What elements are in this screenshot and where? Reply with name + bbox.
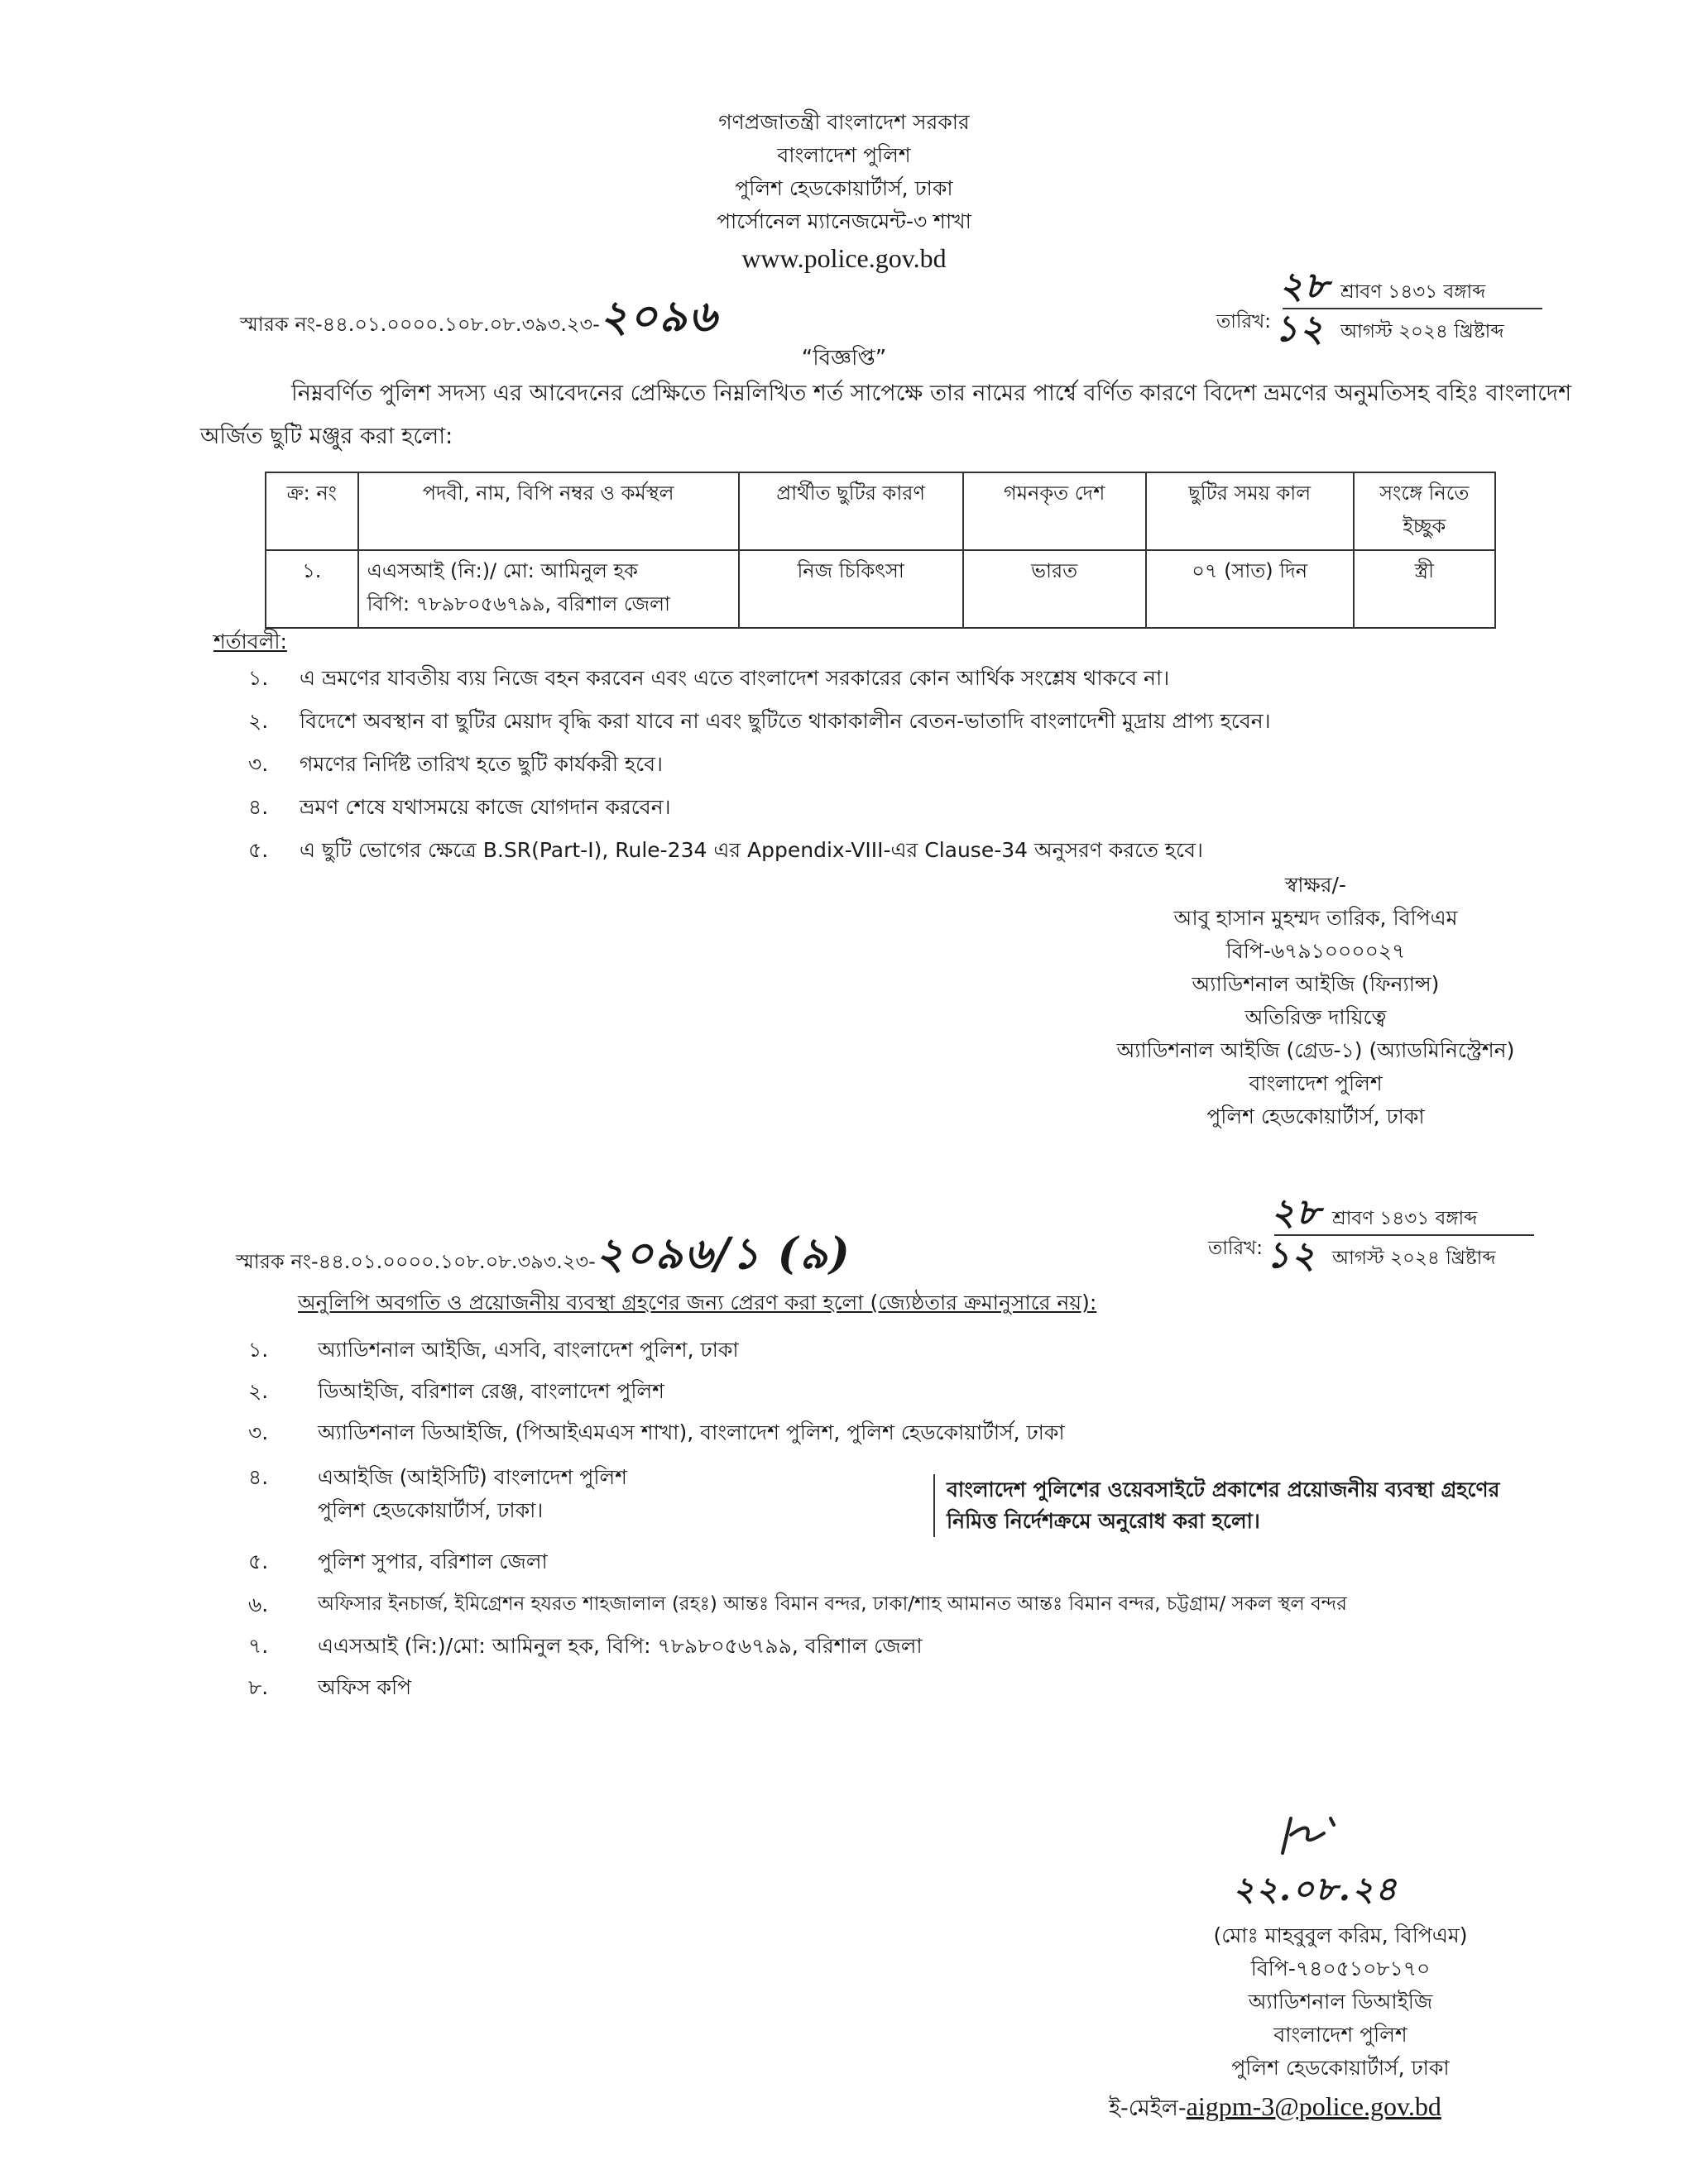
sig1-org: বাংলাদেশ পুলিশ (1249, 1071, 1383, 1095)
header-hq: পুলিশ হেডকোয়ার্টার্স, ঢাকা (735, 176, 953, 200)
condition-item: ২. বিদেশে অবস্থান বা ছুটির মেয়াদ বৃদ্ধি করা যাবে না এবং ছুটিতে থাকাকালীন বেতন-ভাতাদি বাংলাদেশী মুদ্রায় প্রাপ্য হবেন। (248, 709, 1271, 733)
notice-paragraph (200, 372, 1572, 458)
list-item: ৩. অ্যাডিশনাল ডিআইজি, (পিআইএমএস শাখা), বাংলাদেশ পুলিশ, পুলিশ হেডকোয়ার্টার্স, ঢাকা (248, 1420, 1065, 1444)
sig1-additional: অতিরিক্ত দায়িত্বে (1244, 1005, 1387, 1029)
date-label: তারিখ: (1208, 1238, 1264, 1259)
sig2-org: বাংলাদেশ পুলিশ (1273, 2023, 1407, 2047)
condition-item: ৫. এ ছুটি ভোগের ক্ষেত্রে B.SR(Part-I), Rule-234 এর Appendix-VIII-এর Clause-34 অনুসরণ করতে হবে। (248, 838, 1203, 862)
cell-duration: ০৭ (সাত) দিন (1146, 550, 1354, 628)
memo-ref-1-handwritten: ২০৯৬ (599, 291, 718, 342)
header-block (0, 106, 1688, 275)
memo-date-2 (1208, 1191, 1539, 1274)
date-bangla-day: ২৮ (1279, 265, 1331, 307)
memo-ref-1-prefix: স্মারক নং-৪৪.০১.০০০০.১০৮.০৮.৩৯৩.২৩- (240, 313, 600, 336)
date-bangla-day: ২৮ (1271, 1191, 1322, 1233)
website-publish-note (933, 1474, 1575, 1537)
list-item: ৮. অফিস কপি (248, 1675, 412, 1699)
conditions-list (248, 662, 1605, 877)
condition-item: ৪. ভ্রমণ শেষে যথাসময়ে কাজে যোগদান করবেন। (248, 795, 671, 819)
email-label: ই-মেইল- (1109, 2095, 1187, 2121)
memo-ref-2-handwritten: ২০৯৬/১ (৯) (595, 1228, 851, 1279)
signature-block-1 (1026, 869, 1605, 1133)
signature-date: ২২.০৮.২৪ (1233, 1870, 1398, 1909)
table-header-row (266, 472, 1495, 550)
col-companion: সংঙ্গে নিতে ইচ্ছুক (1354, 472, 1495, 550)
cell-name-line2: বিপি: ৭৮৯৮০৫৬৭৯৯, বরিশাল জেলা (367, 592, 670, 615)
notice-line-1: নিম্নবর্ণিত পুলিশ সদস্য এর আবেদনের প্রেক্ষিতে নিম্নলিখিত শর্ত সাপেক্ষে তার নামের পার্শ্বে বর্ণিত কারণে বিদেশ ভ্রমণের অনুমতিসহ বহিঃ বাংলাদেশ (291, 381, 1572, 406)
list-item: ৪. এআইজি (আইসিটি) বাংলাদেশ পুলিশ পুলিশ হেডকোয়ার্টার্স, ঢাকা। (248, 1465, 627, 1522)
condition-item: ৩. গমণের নির্দিষ্ট তারিখ হতে ছুটি কার্যকরী হবে। (248, 752, 663, 776)
col-country: গমনকৃত দেশ (963, 472, 1146, 550)
cell-companion: স্ত্রী (1354, 550, 1495, 628)
sig2-email (1109, 2091, 1441, 2129)
condition-item: ১. এ ভ্রমণের যাবতীয় ব্যয় নিজে বহন করবেন এবং এতে বাংলাদেশ সরকারের কোন আর্থিক সংশ্লেষ থাকবে না। (248, 666, 1170, 690)
col-name: পদবী, নাম, বিপি নম্বর ও কর্মস্থল (358, 472, 739, 550)
header-govt: গণপ্রজাতন্ত্রী বাংলাদেশ সরকার (718, 110, 970, 134)
list-item: ৬. অফিসার ইনচার্জ, ইমিগ্রেশন হযরত শাহজালাল (রহঃ) আন্তঃ বিমান বন্দর, ঢাকা/শাহ আমানত আন্তঃ বিমান বন্দর, চট্টগ্রাম/ সকল স্থল বন্দর (248, 1592, 1347, 1616)
memo-date-1 (1216, 265, 1547, 350)
date-bangla: শ্রাবণ ১৪৩১ বঙ্গাব্দ (1332, 1208, 1478, 1229)
col-sl: ক্র: নং (266, 472, 358, 550)
signature-block-2 (1101, 1919, 1580, 2085)
col-duration: ছুটির সময় কাল (1146, 472, 1354, 550)
list-item: ৭. এএসআই (নি:)/মো: আমিনুল হক, বিপি: ৭৮৯৮০৫৬৭৯৯, বরিশাল জেলা (248, 1634, 923, 1658)
note-line-2: নিমিত্ত নির্দেশক্রমে অনুরোধ করা হলো। (947, 1509, 1260, 1533)
date-en: আগস্ট ২০২৪ খ্রিষ্টাব্দ (1332, 1248, 1496, 1269)
memo-ref-2 (236, 1220, 851, 1292)
conditions-title: শর্তাবলী: (213, 630, 287, 654)
sig2-bp: বিপি-৭৪০৫১০৮১৭০ (1250, 1956, 1431, 1980)
sig2-office: পুলিশ হেডকোয়ার্টার্স, ঢাকা (1231, 2056, 1450, 2080)
cell-name (358, 550, 739, 628)
cell-sl: ১. (266, 550, 358, 628)
list-item: ১. অ্যাডিশনাল আইজি, এসবি, বাংলাদেশ পুলিশ, ঢাকা (248, 1338, 739, 1362)
date-en-day: ১২ (1274, 308, 1326, 350)
sig1-name: আবু হাসান মুহম্মদ তারিক, বিপিএম (1173, 906, 1458, 930)
memo-ref-2-prefix: স্মারক নং-৪৪.০১.০০০০.১০৮.০৮.৩৯৩.২৩- (236, 1250, 596, 1273)
sig2-name: (মোঃ মাহবুবুল করিম, বিপিএম) (1213, 1923, 1468, 1947)
header-branch: পার্সোনেল ম্যানেজমেন্ট-৩ শাখা (717, 209, 971, 233)
sig1-designation: অ্যাডিশনাল আইজি (ফিন্যান্স) (1192, 972, 1440, 996)
list-item: ২. ডিআইজি, বরিশাল রেঞ্জ, বাংলাদেশ পুলিশ (248, 1379, 664, 1403)
note-line-1: বাংলাদেশ পুলিশের ওয়েবসাইটে প্রকাশের প্রয়োজনীয় ব্যবস্থা গ্রহণের (947, 1478, 1500, 1502)
sig1-signed: স্বাক্ষর/- (1285, 873, 1346, 897)
cell-name-line1: এএসআই (নি:)/ মো: আমিনুল হক (367, 559, 638, 582)
sig1-office: পুলিশ হেডকোয়ার্টার্স, ঢাকা (1206, 1104, 1425, 1128)
header-website: www.police.gov.bd (741, 243, 947, 273)
copy-intro: অনুলিপি অবগতি ও প্রয়োজনীয় ব্যবস্থা গ্রহণের জন্য প্রেরণ করা হলো (জ্যেষ্ঠতার ক্রমানুসারে নয়): (298, 1291, 1097, 1315)
date-label: তারিখ: (1216, 311, 1272, 333)
signature-scribble-icon (1266, 1812, 1365, 1861)
date-bangla: শ্রাবণ ১৪৩১ বঙ্গাব্দ (1340, 281, 1486, 303)
leave-table (265, 472, 1496, 629)
cell-reason: নিজ চিকিৎসা (739, 550, 963, 628)
date-en: আগস্ট ২০২৪ খ্রিষ্টাব্দ (1340, 321, 1504, 342)
notice-line-2: অর্জিত ছুটি মঞ্জুর করা হলো: (200, 424, 453, 449)
sig1-charge: অ্যাডিশনাল আইজি (গ্রেড-১) (অ্যাডমিনিস্ট্রেশন) (1116, 1038, 1515, 1062)
notice-title: “বিজ্ঞপ্তি” (801, 346, 887, 371)
sig2-designation: অ্যাডিশনাল ডিআইজি (1248, 1990, 1433, 2014)
sig1-bp: বিপি-৬৭৯১০০০০২৭ (1225, 939, 1406, 963)
email-link[interactable]: aigpm-3@police.gov.bd (1186, 2091, 1441, 2121)
list-item: ৫. পুলিশ সুপার, বরিশাল জেলা (248, 1549, 548, 1573)
date-en-day: ১২ (1266, 1234, 1317, 1276)
cell-country: ভারত (963, 550, 1146, 628)
header-police: বাংলাদেশ পুলিশ (777, 143, 911, 167)
handwritten-signature (1266, 1812, 1365, 1865)
table-row (266, 550, 1495, 628)
col-reason: প্রার্থীত ছুটির কারণ (739, 472, 963, 550)
